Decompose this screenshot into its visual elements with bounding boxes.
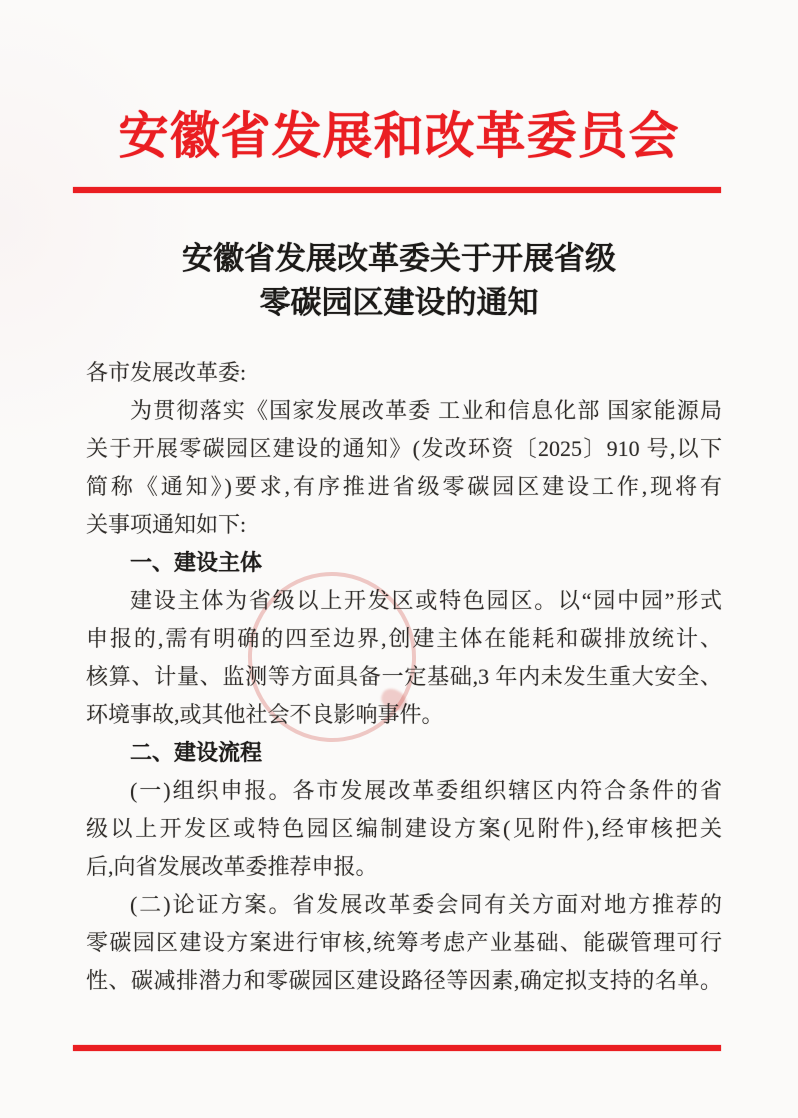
body-line: 关事项通知如下: bbox=[86, 512, 247, 537]
section-heading-line: 二、建设流程 bbox=[130, 740, 263, 765]
body-line: 环境事故,或其他社会不良影响事件。 bbox=[86, 702, 444, 727]
body-line: 级以上开发区或特色园区编制建设方案(见附件),经审核把关 bbox=[86, 816, 722, 841]
body-line: 性、碳减排潜力和零碳园区建设路径等因素,确定拟支持的名单。 bbox=[86, 968, 722, 993]
red-divider-top bbox=[73, 187, 721, 193]
body-line: (一)组织申报。各市发展改革委组织辖区内符合条件的省 bbox=[130, 778, 722, 803]
body-line: 后,向省发展改革委推荐申报。 bbox=[86, 854, 378, 879]
body-line: 建设主体为省级以上开发区或特色园区。以“园中园”形式 bbox=[130, 588, 722, 613]
letterhead-title: 安徽省发展和改革委员会 bbox=[118, 108, 680, 164]
red-divider-bottom bbox=[73, 1045, 721, 1051]
body-line: 简称《通知》)要求,有序推进省级零碳园区建设工作,现将有 bbox=[86, 474, 722, 499]
document-title-line1: 安徽省发展改革委关于开展省级 bbox=[182, 241, 616, 276]
body-line: 各市发展改革委: bbox=[86, 360, 247, 385]
body-line: 零碳园区建设方案进行审核,统筹考虑产业基础、能碳管理可行 bbox=[86, 930, 722, 955]
document-body bbox=[86, 354, 722, 1000]
body-line: (二)论证方案。省发展改革委会同有关方面对地方推荐的 bbox=[130, 892, 722, 917]
body-line: 核算、计量、监测等方面具备一定基础,3 年内未发生重大安全、 bbox=[86, 664, 722, 689]
body-line: 为贯彻落实《国家发展改革委 工业和信息化部 国家能源局 bbox=[130, 398, 722, 423]
body-line: 关于开展零碳园区建设的通知》(发改环资〔2025〕910 号,以下 bbox=[86, 436, 722, 461]
body-line: 申报的,需有明确的四至边界,创建主体在能耗和碳排放统计、 bbox=[86, 626, 722, 651]
section-heading-line: 一、建设主体 bbox=[130, 550, 263, 575]
document-title bbox=[0, 237, 798, 325]
document-title-line2: 零碳园区建设的通知 bbox=[259, 285, 539, 320]
